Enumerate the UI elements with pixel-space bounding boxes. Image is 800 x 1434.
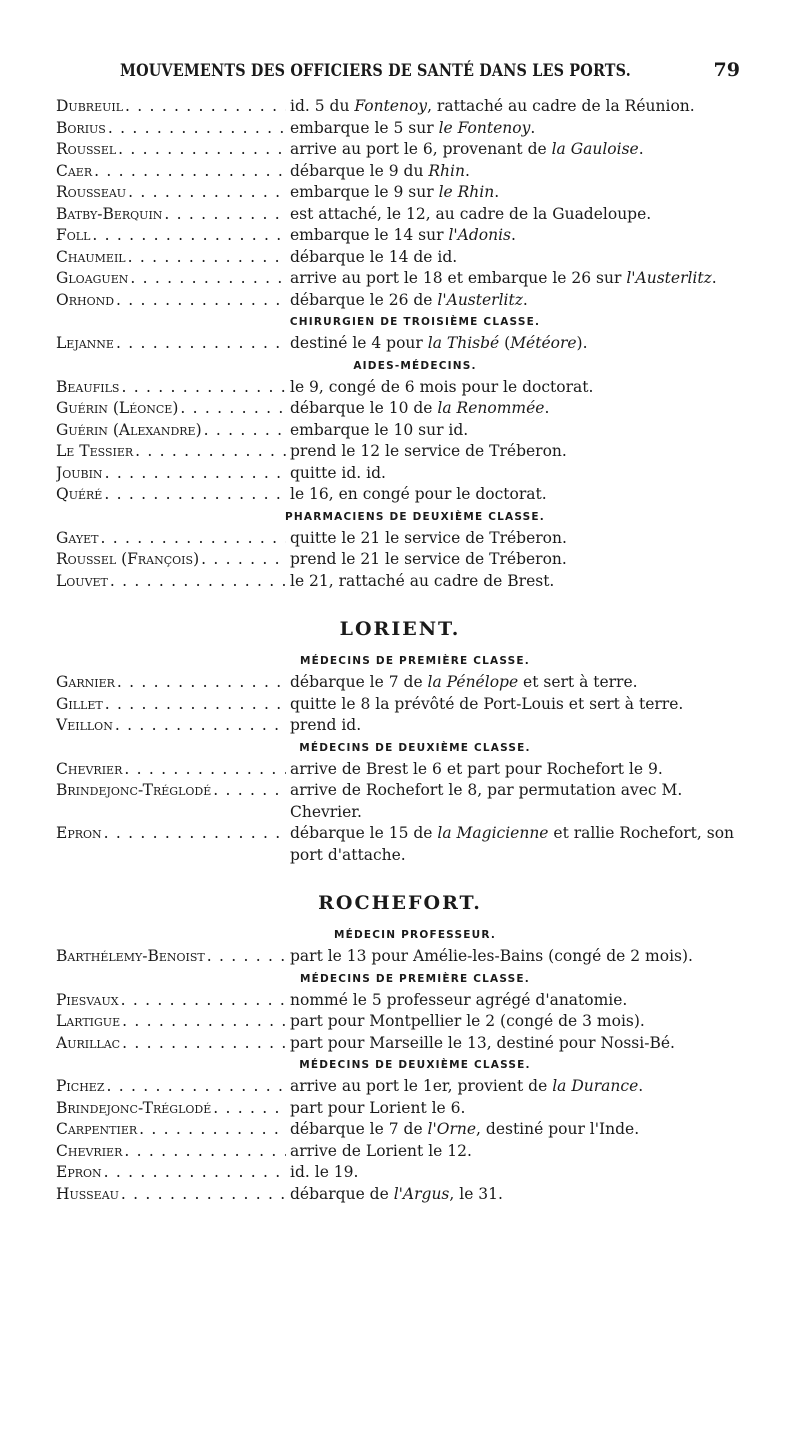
officer-name: Quéré . . .	[56, 484, 286, 506]
description-text: arrive au port le 6, provenant de	[290, 140, 552, 158]
description-text: nommé le 5 professeur agrégé d'anatomie.	[290, 990, 628, 1009]
ship-name: la Pénélope	[427, 673, 519, 691]
movement-description	[286, 182, 744, 204]
movement-entry	[56, 290, 744, 312]
description-text: quitte le 8 la prévôté de Port-Louis et sert à terre.	[290, 694, 684, 713]
ship-name: l'Adonis	[448, 226, 511, 244]
description-text: est attaché, le 12, au cadre de la Guadeloupe.	[290, 204, 652, 223]
movement-description	[286, 946, 744, 968]
officer-name: Roussel (François) . . .	[56, 549, 286, 571]
description-text: .	[522, 290, 528, 309]
movement-entry	[56, 759, 744, 781]
description-text: débarque le 14 de id.	[290, 247, 458, 266]
officer-name: Garnier . . .	[56, 672, 286, 694]
movement-entry	[56, 1119, 744, 1141]
movement-description	[286, 161, 744, 183]
officer-name: Pichez . . .	[56, 1076, 286, 1098]
description-text: part pour Lorient le 6.	[290, 1098, 466, 1117]
ship-name: l'Austerlitz	[626, 269, 712, 287]
officer-name: Guérin (Alexandre) . . .	[56, 420, 286, 442]
description-text: embarque le 10 sur id.	[290, 420, 469, 439]
description-text: débarque le 7 de	[290, 1120, 428, 1138]
description-text: débarque le 15 de	[290, 824, 438, 842]
movement-entry	[56, 715, 744, 737]
description-text: , destiné pour l'Inde.	[476, 1120, 640, 1138]
movement-description	[286, 1033, 744, 1055]
officer-name: Husseau . . .	[56, 1184, 286, 1206]
movement-description	[286, 118, 744, 140]
movement-entry	[56, 780, 744, 823]
description-text: part le 13 pour Amélie-les-Bains (congé de 2 mois).	[290, 947, 693, 965]
officer-name: Gloaguen . . .	[56, 268, 286, 290]
movement-entry	[56, 247, 744, 269]
description-text: embarque le 9 sur	[290, 183, 439, 201]
officer-name: Barthélemy-Benoist . . .	[56, 946, 286, 968]
movement-description	[286, 96, 744, 118]
description-text: id. le 19.	[290, 1163, 359, 1181]
officer-name: Joubin . . .	[56, 463, 286, 485]
rank-heading: PHARMACIENS DE DEUXIÈME CLASSE.	[284, 510, 545, 523]
officer-name: Lejanne . . .	[56, 333, 286, 355]
movement-entry	[56, 823, 744, 866]
description-text: débarque le 26 de	[290, 290, 438, 309]
movement-entry	[56, 1076, 744, 1098]
description-text: embarque le 5 sur	[290, 118, 439, 137]
description-text: le 21, rattaché au cadre de Brest.	[290, 571, 555, 590]
movement-entry	[56, 463, 744, 485]
movements-list	[56, 96, 744, 1205]
movement-entry	[56, 182, 744, 204]
officer-name: Guérin (Léonce) . . .	[56, 398, 286, 420]
description-text: .	[711, 269, 717, 287]
movement-description	[286, 1184, 744, 1206]
movement-description	[286, 420, 744, 442]
officer-name: Chaumeil . . .	[56, 247, 286, 269]
movement-description	[286, 225, 744, 247]
description-text: débarque le 7 de	[290, 673, 428, 691]
movement-description	[286, 398, 744, 420]
movement-entry	[56, 571, 744, 593]
rank-heading: CHIRURGIEN DE TROISIÈME CLASSE.	[289, 316, 541, 328]
officer-name: Brindejonc-Tréglodé . . .	[56, 1098, 286, 1120]
movement-description	[286, 290, 744, 312]
rank-heading: MÉDECINS DE DEUXIÈME CLASSE.	[299, 741, 531, 754]
description-text: arrive de Lorient le 12.	[290, 1141, 472, 1160]
officer-name: Epron . . .	[56, 1162, 286, 1184]
officer-name: Beaufils . . .	[56, 377, 286, 399]
movement-entry	[56, 441, 744, 463]
description-text: embarque le 14 sur	[290, 226, 449, 244]
rank-heading: MÉDECINS DE PREMIÈRE CLASSE.	[299, 972, 530, 985]
movement-description	[286, 528, 744, 550]
officer-name: Louvet . . .	[56, 571, 286, 593]
movement-entry	[56, 1098, 744, 1120]
running-title: MOUVEMENTS DES OFFICIERS DE SANTÉ DANS LES PORTS.	[120, 61, 631, 80]
officer-name: Orhond . . .	[56, 290, 286, 312]
officer-name: Chevrier . . .	[56, 759, 286, 781]
description-text: .	[530, 118, 536, 137]
movement-description	[286, 1119, 744, 1141]
movement-entry	[56, 268, 744, 290]
movement-entry	[56, 420, 744, 442]
description-text: part pour Marseille le 13, destiné pour Nossi-Bé.	[290, 1033, 675, 1052]
movement-entry	[56, 528, 744, 550]
movement-description	[286, 672, 744, 694]
officer-name: Le Tessier . . .	[56, 441, 286, 463]
ship-name: Fontenoy	[354, 97, 428, 115]
movement-entry	[56, 1184, 744, 1206]
description-text: (	[499, 334, 511, 352]
movement-description	[286, 823, 744, 866]
officer-name: Lartigue . . .	[56, 1011, 286, 1033]
description-text: le 16, en congé pour le doctorat.	[290, 485, 547, 503]
description-text: , le 31.	[449, 1184, 503, 1203]
officer-name: Dubreuil . . .	[56, 96, 286, 118]
movement-entry	[56, 1141, 744, 1163]
description-text: arrive au port le 18 et embarque le 26 sur	[290, 269, 627, 287]
movement-description	[286, 1076, 744, 1098]
description-text: prend le 21 le service de Tréberon.	[290, 550, 567, 568]
description-text: arrive de Rochefort le 8, par permutation avec M. Chevrier.	[290, 781, 683, 821]
movement-entry	[56, 96, 744, 118]
page-number: 79	[713, 59, 740, 81]
description-text: quitte le 21 le service de Tréberon.	[290, 528, 567, 547]
description-text: .	[494, 183, 500, 201]
officer-name: Carpentier . . .	[56, 1119, 286, 1141]
movement-entry	[56, 333, 744, 355]
movement-entry	[56, 204, 744, 226]
movement-description	[286, 247, 744, 269]
officer-name: Aurillac . . .	[56, 1033, 286, 1055]
officer-name: Batby-Berquin . . .	[56, 204, 286, 226]
officer-name: Caer . . .	[56, 161, 286, 183]
officer-name: Gayet . . .	[56, 528, 286, 550]
movement-description	[286, 571, 744, 593]
officer-name: Borius . . .	[56, 118, 286, 140]
movement-description	[286, 204, 744, 226]
movement-entry	[56, 139, 744, 161]
movement-description	[286, 1141, 744, 1163]
description-text: id. 5 du	[290, 97, 355, 115]
officer-name: Roussel . . .	[56, 139, 286, 161]
port-heading: ROCHEFORT.	[318, 892, 482, 914]
description-text: et sert à terre.	[518, 673, 638, 691]
rank-heading: AIDES-MÉDECINS.	[353, 359, 477, 372]
rank-heading: MÉDECINS DE PREMIÈRE CLASSE.	[299, 655, 530, 667]
rank-heading: MÉDECINS DE DEUXIÈME CLASSE.	[299, 1059, 531, 1071]
movement-description	[286, 441, 744, 463]
movement-entry	[56, 1162, 744, 1184]
movement-description	[286, 780, 744, 823]
description-text: , rattaché au cadre de la Réunion.	[427, 97, 695, 115]
officer-name: Chevrier . . .	[56, 1141, 286, 1163]
movement-description	[286, 990, 744, 1012]
ship-name: Météore	[510, 334, 577, 352]
movement-description	[286, 463, 744, 485]
ship-name: l'Argus	[393, 1184, 450, 1203]
officer-name: Veillon . . .	[56, 715, 286, 737]
port-heading: LORIENT.	[339, 618, 461, 640]
movement-description	[286, 694, 744, 716]
movement-entry	[56, 225, 744, 247]
movement-entry	[56, 990, 744, 1012]
movement-description	[286, 759, 744, 781]
movement-entry	[56, 377, 744, 399]
movement-description	[286, 268, 744, 290]
description-text: arrive de Brest le 6 et part pour Rochefort le 9.	[290, 759, 663, 778]
movement-description	[286, 1011, 744, 1033]
ship-name: la Renommée	[437, 399, 545, 417]
ship-name: la Thisbé	[427, 334, 500, 352]
officer-name: Rousseau . . .	[56, 182, 286, 204]
description-text: quitte id. id.	[290, 463, 386, 482]
ship-name: l'Orne	[427, 1120, 477, 1138]
description-text: .	[638, 1077, 644, 1095]
description-text: .	[511, 226, 516, 244]
movement-description	[286, 715, 744, 737]
movement-entry	[56, 946, 744, 968]
movement-description	[286, 377, 744, 399]
ship-name: Rhin	[428, 161, 465, 180]
movement-description	[286, 1162, 744, 1184]
description-text: .	[544, 399, 550, 417]
movement-entry	[56, 161, 744, 183]
movement-entry	[56, 672, 744, 694]
running-header	[120, 61, 740, 85]
movement-entry	[56, 1011, 744, 1033]
ship-name: le Rhin	[438, 183, 495, 201]
movement-entry	[56, 1033, 744, 1055]
description-text: prend id.	[290, 716, 362, 734]
description-text: débarque de	[290, 1184, 394, 1203]
movement-entry	[56, 398, 744, 420]
movement-entry	[56, 694, 744, 716]
description-text: débarque le 9 du	[290, 161, 429, 180]
ship-name: l'Austerlitz	[437, 290, 523, 309]
description-text: le 9, congé de 6 mois pour le doctorat.	[290, 377, 594, 396]
movement-description	[286, 333, 744, 355]
rank-heading: MÉDECIN PROFESSEUR.	[333, 929, 497, 941]
ship-name: le Fontenoy	[438, 118, 531, 137]
description-text: part pour Montpellier le 2 (congé de 3 mois).	[290, 1012, 645, 1030]
movement-description	[286, 549, 744, 571]
description-text: et rallie Rochefort, son port d'attache.	[290, 824, 735, 864]
description-text: ).	[576, 334, 588, 352]
description-text: prend le 12 le service de Tréberon.	[290, 442, 567, 460]
description-text: .	[638, 140, 644, 158]
movement-description	[286, 139, 744, 161]
movement-entry	[56, 118, 744, 140]
officer-name: Gillet . . .	[56, 694, 286, 716]
ship-name: la Magicienne	[437, 824, 549, 842]
officer-name: Foll . . .	[56, 225, 286, 247]
officer-name: Piesvaux . . .	[56, 990, 286, 1012]
movement-description	[286, 484, 744, 506]
ship-name: la Gauloise	[551, 140, 639, 158]
ship-name: la Durance	[552, 1077, 639, 1095]
description-text: .	[464, 161, 470, 180]
officer-name: Brindejonc-Tréglodé . . .	[56, 780, 286, 802]
description-text: arrive au port le 1er, provient de	[290, 1077, 553, 1095]
movement-description	[286, 1098, 744, 1120]
movement-entry	[56, 484, 744, 506]
movement-entry	[56, 549, 744, 571]
description-text: destiné le 4 pour	[290, 334, 428, 352]
description-text: débarque le 10 de	[290, 399, 438, 417]
officer-name: Epron . . .	[56, 823, 286, 845]
